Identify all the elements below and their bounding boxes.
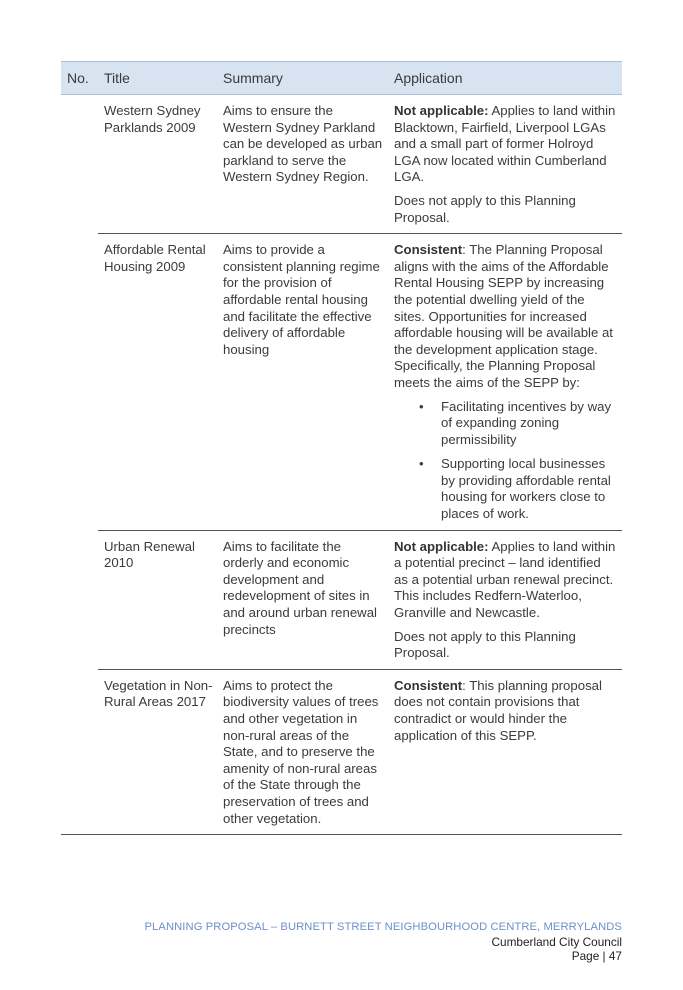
application-paragraph: [394, 678, 618, 744]
application-text: : The Planning Proposal aligns with the aims of the Affordable Rental Housing SEPP by increasing the potential dwelling yield of the sites. Opportunities for increased affordable housing will be available at the development application stage. Specifically, the Planning Proposal meets the aims of the SEPP by:: [394, 242, 613, 390]
cell-summary: Aims to provide a consistent planning regime for the provision of affordable rental housing and facilitate the effective delivery of affordable housing: [217, 234, 388, 531]
cell-application: [388, 669, 622, 834]
cell-summary: Aims to protect the biodiversity values of trees and other vegetation in non-rural areas of the State, and to preserve the amenity of non-rural areas of the State through the preservation of trees and other vegetation.: [217, 669, 388, 834]
cell-application: [388, 530, 622, 669]
application-status: Not applicable:: [394, 538, 489, 554]
table-row: [61, 669, 622, 834]
application-text: Applies to land within a potential precinct – land identified as a potential urban renewal precinct. This includes Redfern-Waterloo, Granville and Newcastle.: [394, 538, 616, 621]
table-header-row: [61, 62, 622, 95]
application-status: Consistent: [394, 677, 463, 693]
cell-no: [61, 95, 98, 234]
cell-summary: Aims to facilitate the orderly and economic development and redevelopment of sites in and around urban renewal precincts: [217, 530, 388, 669]
cell-title: Western Sydney Parklands 2009: [98, 95, 217, 234]
bullet-icon: •: [419, 456, 424, 472]
header-title: Title: [98, 62, 217, 95]
footer-page-number: Page | 47: [571, 949, 622, 964]
sepp-table: [61, 61, 622, 835]
table-row: [61, 530, 622, 669]
cell-title: Urban Renewal 2010: [98, 530, 217, 669]
footer-council: Cumberland City Council: [491, 934, 622, 949]
footer-document-title: PLANNING PROPOSAL – BURNETT STREET NEIGHBOURHOOD CENTRE, MERRYLANDS: [144, 921, 622, 933]
header-no: No.: [61, 62, 98, 95]
cell-no: [61, 530, 98, 669]
cell-title: Vegetation in Non-Rural Areas 2017: [98, 669, 217, 834]
cell-summary: Aims to ensure the Western Sydney Parkland can be developed as urban parkland to serve the Western Sydney Region.: [217, 95, 388, 234]
application-paragraph: [394, 539, 618, 622]
application-note: Does not apply to this Planning Proposal.: [394, 192, 576, 225]
cell-application: [388, 95, 622, 234]
application-status: Not applicable:: [394, 103, 489, 118]
list-item-text: Facilitating incentives by way of expanding zoning permissibility: [441, 398, 612, 447]
header-application: Application: [388, 62, 622, 95]
cell-title: Affordable Rental Housing 2009: [98, 234, 217, 531]
application-status: Consistent: [394, 242, 463, 258]
application-paragraph: [394, 103, 618, 186]
table-row: [61, 95, 622, 234]
sepp-table-container: [61, 61, 622, 835]
application-paragraph: [394, 242, 618, 391]
cell-no: [61, 234, 98, 531]
list-item: [419, 398, 618, 449]
cell-application: [388, 234, 622, 531]
application-text: Applies to land within Blacktown, Fairfield, Liverpool LGAs and a small part of former Holroyd LGA now located within Cumberland LGA.: [394, 103, 616, 185]
application-note: Does not apply to this Planning Proposal.: [394, 628, 576, 661]
header-summary: Summary: [217, 62, 388, 95]
bullet-icon: •: [419, 398, 424, 414]
application-text: : This planning proposal does not contain provisions that contradict or would hinder the application of this SEPP.: [394, 677, 602, 743]
list-item-text: Supporting local businesses by providing affordable rental housing for workers close to places of work.: [441, 456, 611, 522]
application-bullet-list: [394, 399, 618, 523]
page-footer: [145, 920, 623, 964]
table-row: [61, 234, 622, 531]
cell-no: [61, 669, 98, 834]
list-item: [419, 456, 618, 522]
